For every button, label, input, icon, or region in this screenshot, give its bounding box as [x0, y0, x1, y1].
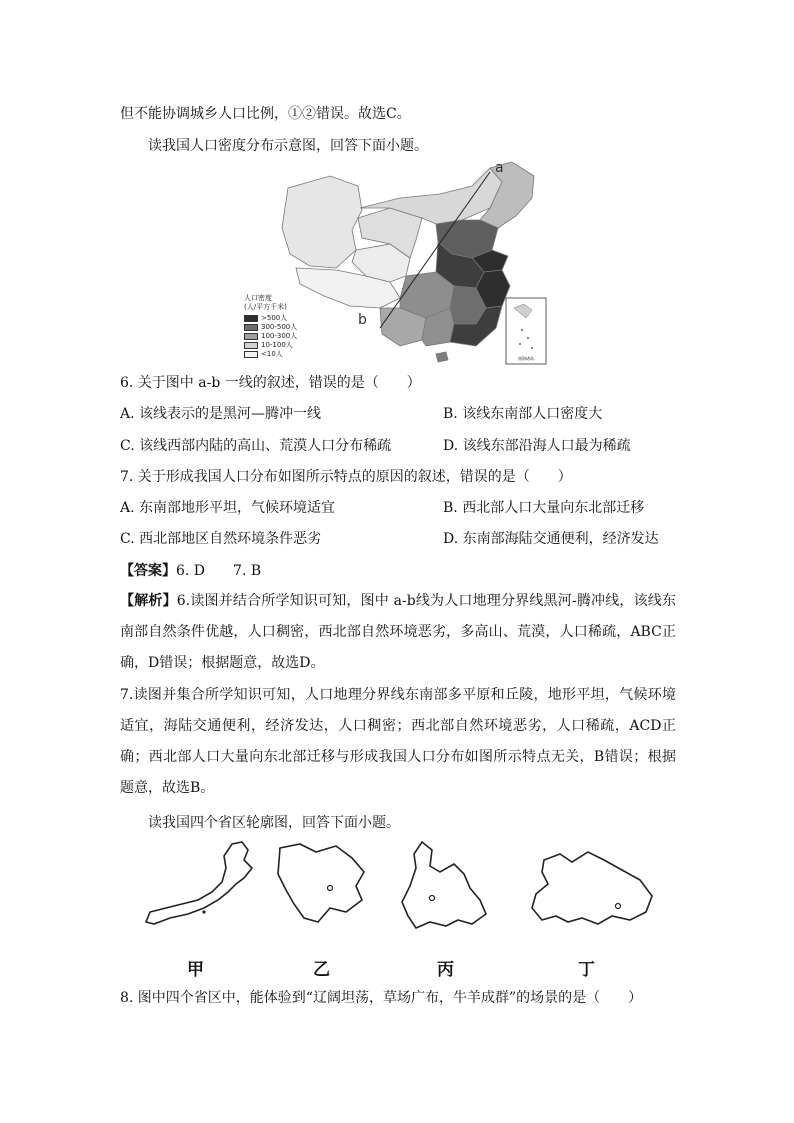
region-hainan [436, 352, 448, 362]
q7-option-d: D. 东南部海陆交通便利，经济发达 [443, 531, 659, 547]
q6-option-d: D. 该线东部沿海人口最为稀疏 [443, 438, 631, 454]
question-prompt-map: 读我国人口密度分布示意图，回答下面小题。 [148, 138, 428, 154]
question-prompt-provinces: 读我国四个省区轮廓图，回答下面小题。 [148, 815, 400, 831]
map-label-b: b [358, 312, 367, 328]
q6-option-a: A. 该线表示的是黑河—腾冲一线 [120, 406, 322, 422]
q8-stem: 8. 图中四个省区中，能体验到“辽阔坦荡，草场广布，牛羊成群”的场景的是（ ） [120, 990, 643, 1006]
q6-option-b: B. 该线东南部人口密度大 [443, 406, 603, 422]
legend-swatch-2 [244, 333, 258, 340]
province-label-bing: 丙 [437, 960, 454, 980]
province-label-ding: 丁 [578, 960, 595, 980]
analysis-tag: 【解析】 [120, 593, 177, 609]
answer-line [120, 561, 261, 581]
q7-option-a: A. 东南部地形平坦，气候环境适宜 [120, 500, 336, 516]
legend-title: 人口密度 (人/平方千米) [244, 294, 287, 311]
legend-item: >500人 [244, 314, 297, 323]
map-legend [244, 294, 297, 359]
legend-swatch-0 [244, 315, 258, 322]
region-xinjiang [282, 176, 362, 268]
analysis-q7: 7.读图并集合所学知识可知，人口地理分界线东南部多平原和丘陵，地形平坦，气候环境适宜，海陆交通便利，经济发达，人口稠密；西北部自然环境恶劣，人口稀疏，ACD正确；西北部人口大量向东北部迁移与形成我国人口分布如图所示特点无关，B错误；根据题意，故选B。 [120, 687, 676, 796]
province-outline-figure [140, 838, 660, 938]
legend-item: 100-300人 [244, 332, 297, 341]
province-outline-yi [278, 844, 364, 922]
q6-stem: 6. 关于图中 a-b 一线的叙述，错误的是（ ） [120, 375, 421, 391]
legend-item: <10人 [244, 350, 297, 359]
analysis-q6-text: 6.读图并结合所学知识可知，图中 a-b线为人口地理分界线黑河-腾冲线，该线东南部自然条件优越，人口稠密，西北部自然环境恶劣，多高山、荒漠，人口稀疏，ABC正确，D错误；根据题意，故选D。 [120, 593, 677, 671]
legend-item: 10-100人 [244, 341, 297, 350]
q7-option-c: C. 西北部地区自然环境条件恶劣 [120, 531, 322, 547]
q7-option-b: B. 西北部人口大量向东北部迁移 [443, 500, 645, 516]
answer-tag: 【答案】 [120, 563, 176, 579]
legend-swatch-4 [244, 351, 258, 358]
province-label-jia: 甲 [187, 960, 204, 980]
q7-stem: 7. 关于形成我国人口分布如图所示特点的原因的叙述，错误的是（ ） [120, 469, 572, 485]
province-outline-bing [402, 842, 486, 928]
population-density-map [240, 158, 550, 370]
province-label-yi: 乙 [313, 960, 330, 980]
analysis-q6 [120, 586, 676, 679]
answer-text: 6. D 7. B [176, 563, 262, 579]
province-outline-jia [146, 842, 252, 924]
map-label-a: a [495, 160, 504, 176]
legend-item: 300-500人 [244, 323, 297, 332]
inset-label: 南海诸岛 [518, 356, 534, 361]
legend-swatch-3 [244, 342, 258, 349]
legend-swatch-1 [244, 324, 258, 331]
province-outlines [140, 838, 660, 938]
province-outline-ding [532, 852, 652, 924]
previous-answer-line: 但不能协调城乡人口比例，①②错误。故选C。 [120, 106, 411, 122]
q6-option-c: C. 该线西部内陆的高山、荒漠人口分布稀疏 [120, 438, 392, 454]
